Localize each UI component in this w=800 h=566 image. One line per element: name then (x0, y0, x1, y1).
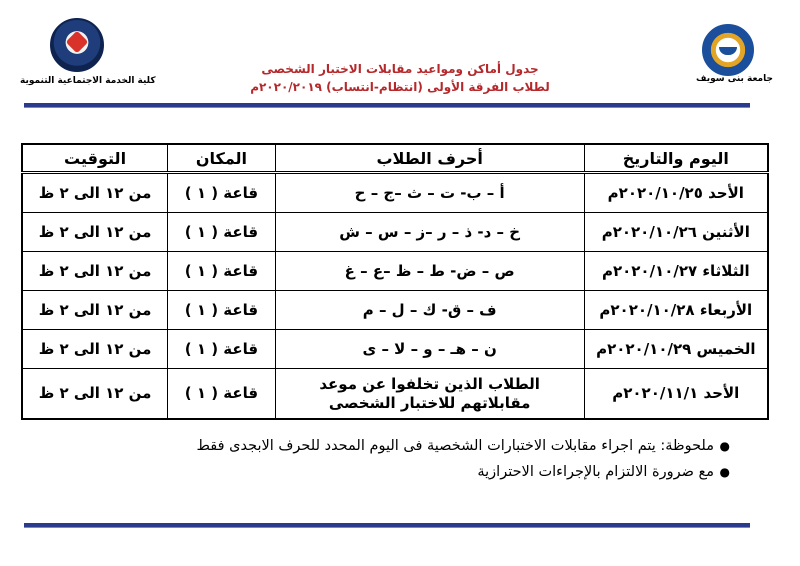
cell-day: الأربعاء ٢٠٢٠/١٠/٢٨م (584, 291, 768, 330)
cell-letters: أ – ب- ت – ث –ج – ح (275, 173, 584, 213)
bullet-icon: ● (719, 465, 730, 479)
bullet-icon: ● (719, 439, 730, 453)
table-row (22, 369, 768, 420)
faculty-name: كلية الخدمة الاجتماعية التنموية (20, 76, 156, 86)
cell-letters: ن – هـ – و – لا – ى (275, 330, 584, 369)
cell-day: الثلاثاء ٢٠٢٠/١٠/٢٧م (584, 252, 768, 291)
header-divider (24, 103, 750, 108)
note-item (50, 433, 730, 459)
table-row (22, 330, 768, 369)
cell-day: الأحد ٢٠٢٠/١١/١م (584, 369, 768, 420)
cell-letters: خ – د- ذ – ر –ز – س – ش (275, 213, 584, 252)
cell-place: قاعة ( ١ ) (168, 291, 276, 330)
footer-divider (24, 523, 750, 528)
cell-place: قاعة ( ١ ) (168, 330, 276, 369)
cell-letters: ف – ق- ك – ل – م (275, 291, 584, 330)
table-row (22, 213, 768, 252)
table-row (22, 291, 768, 330)
cell-place: قاعة ( ١ ) (168, 252, 276, 291)
note-text: ملحوظة: يتم اجراء مقابلات الاختبارات الشخصية فى اليوم المحدد للحرف الابجدى فقط (196, 438, 714, 454)
cell-time: من ١٢ الى ٢ ظ (22, 291, 168, 330)
table-row (22, 252, 768, 291)
column-header-letters: أحرف الطلاب (275, 144, 584, 173)
cell-time: من ١٢ الى ٢ ظ (22, 173, 168, 213)
cell-time: من ١٢ الى ٢ ظ (22, 369, 168, 420)
table-header-row (22, 144, 768, 173)
cell-place: قاعة ( ١ ) (168, 173, 276, 213)
column-header-time: التوقيت (22, 144, 168, 173)
faculty-logo (50, 18, 104, 72)
cell-day: الأحد ٢٠٢٠/١٠/٢٥م (584, 173, 768, 213)
cell-time: من ١٢ الى ٢ ظ (22, 213, 168, 252)
cell-letters (275, 369, 584, 420)
letters-line-1: الطلاب الذين تخلفوا عن موعد (319, 374, 540, 393)
cell-time: من ١٢ الى ٢ ظ (22, 330, 168, 369)
schedule-table (21, 143, 769, 420)
university-name: جامعة بنى سويف (696, 74, 773, 84)
column-header-place: المكان (168, 144, 276, 173)
note-text: مع ضرورة الالتزام بالإجراءات الاحترازية (477, 464, 714, 480)
university-logo (702, 24, 754, 76)
cell-letters: ص – ض- ط – ظ –ع – غ (275, 252, 584, 291)
cell-place: قاعة ( ١ ) (168, 213, 276, 252)
notes-list (50, 433, 730, 485)
cell-day: الخميس ٢٠٢٠/١٠/٢٩م (584, 330, 768, 369)
cell-time: من ١٢ الى ٢ ظ (22, 252, 168, 291)
document-subtitle: لطلاب الفرقة الأولى (انتظام-انتساب) ٢٠٢٠/٢٠١٩م (250, 80, 550, 94)
cell-day: الأثنين ٢٠٢٠/١٠/٢٦م (584, 213, 768, 252)
column-header-day: اليوم والتاريخ (584, 144, 768, 173)
cell-place: قاعة ( ١ ) (168, 369, 276, 420)
table-row (22, 173, 768, 213)
letters-line-2: مقابلاتهم للاختبار الشخصى (328, 393, 531, 412)
document-title: جدول أماكن ومواعيد مقابلات الاختبار الشخصى (261, 62, 539, 76)
note-item (50, 459, 730, 485)
